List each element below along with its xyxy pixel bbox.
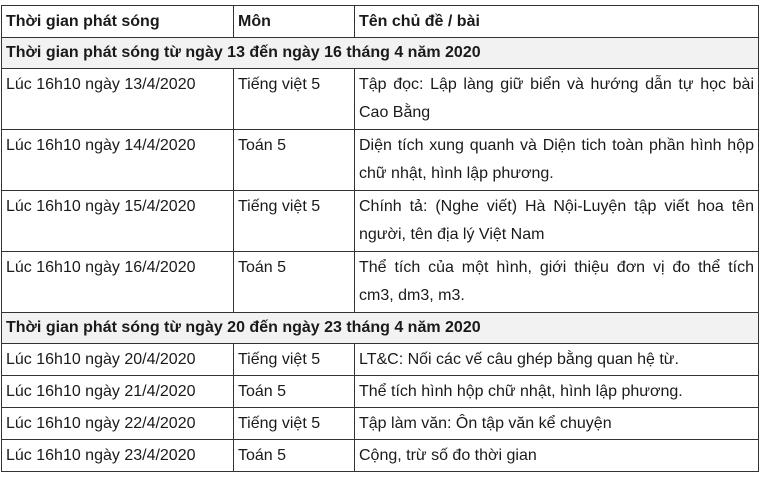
section-row <box>2 38 759 69</box>
subject-cell: Tiếng việt 5 <box>234 69 355 130</box>
subject-cell: Tiếng việt 5 <box>234 344 355 376</box>
topic-cell: Cộng, trừ số đo thời gian <box>355 440 759 472</box>
table-row <box>2 252 759 313</box>
header-topic: Tên chủ đề / bài <box>355 6 759 38</box>
broadcast-time-cell: Lúc 16h10 ngày 16/4/2020 <box>2 252 234 313</box>
topic-cell: Tập đọc: Lập làng giữ biển và hướng dẫn tự học bài Cao Bằng <box>355 69 759 130</box>
subject-cell: Tiếng việt 5 <box>234 408 355 440</box>
header-broadcast-time: Thời gian phát sóng <box>2 6 234 38</box>
table-row <box>2 408 759 440</box>
topic-cell: Thể tích hình hộp chữ nhật, hình lập phương. <box>355 376 759 408</box>
schedule-table <box>1 5 759 472</box>
topic-cell: Diện tích xung quanh và Diện tich toàn phần hình hộp chữ nhật, hình lập phương. <box>355 130 759 191</box>
subject-cell: Toán 5 <box>234 440 355 472</box>
topic-cell: LT&C: Nối các vế câu ghép bằng quan hệ từ. <box>355 344 759 376</box>
table-row <box>2 69 759 130</box>
broadcast-time-cell: Lúc 16h10 ngày 13/4/2020 <box>2 69 234 130</box>
broadcast-time-cell: Lúc 16h10 ngày 15/4/2020 <box>2 191 234 252</box>
broadcast-time-cell: Lúc 16h10 ngày 21/4/2020 <box>2 376 234 408</box>
topic-cell: Thể tích của một hình, giới thiệu đơn vị đo thể tích cm3, dm3, m3. <box>355 252 759 313</box>
header-subject: Môn <box>234 6 355 38</box>
subject-cell: Toán 5 <box>234 130 355 191</box>
subject-cell: Toán 5 <box>234 376 355 408</box>
table-row <box>2 191 759 252</box>
subject-cell: Tiếng việt 5 <box>234 191 355 252</box>
topic-cell: Chính tả: (Nghe viết) Hà Nội-Luyện tập viết hoa tên người, tên địa lý Việt Nam <box>355 191 759 252</box>
table-row <box>2 376 759 408</box>
table-row <box>2 440 759 472</box>
section-row <box>2 313 759 344</box>
broadcast-time-cell: Lúc 16h10 ngày 23/4/2020 <box>2 440 234 472</box>
table-row <box>2 344 759 376</box>
broadcast-time-cell: Lúc 16h10 ngày 22/4/2020 <box>2 408 234 440</box>
section-title: Thời gian phát sóng từ ngày 13 đến ngày 16 tháng 4 năm 2020 <box>2 38 759 69</box>
header-row <box>2 6 759 38</box>
broadcast-time-cell: Lúc 16h10 ngày 20/4/2020 <box>2 344 234 376</box>
broadcast-time-cell: Lúc 16h10 ngày 14/4/2020 <box>2 130 234 191</box>
subject-cell: Toán 5 <box>234 252 355 313</box>
table-row <box>2 130 759 191</box>
topic-cell: Tập làm văn: Ôn tập văn kể chuyện <box>355 408 759 440</box>
section-title: Thời gian phát sóng từ ngày 20 đến ngày 23 tháng 4 năm 2020 <box>2 313 759 344</box>
